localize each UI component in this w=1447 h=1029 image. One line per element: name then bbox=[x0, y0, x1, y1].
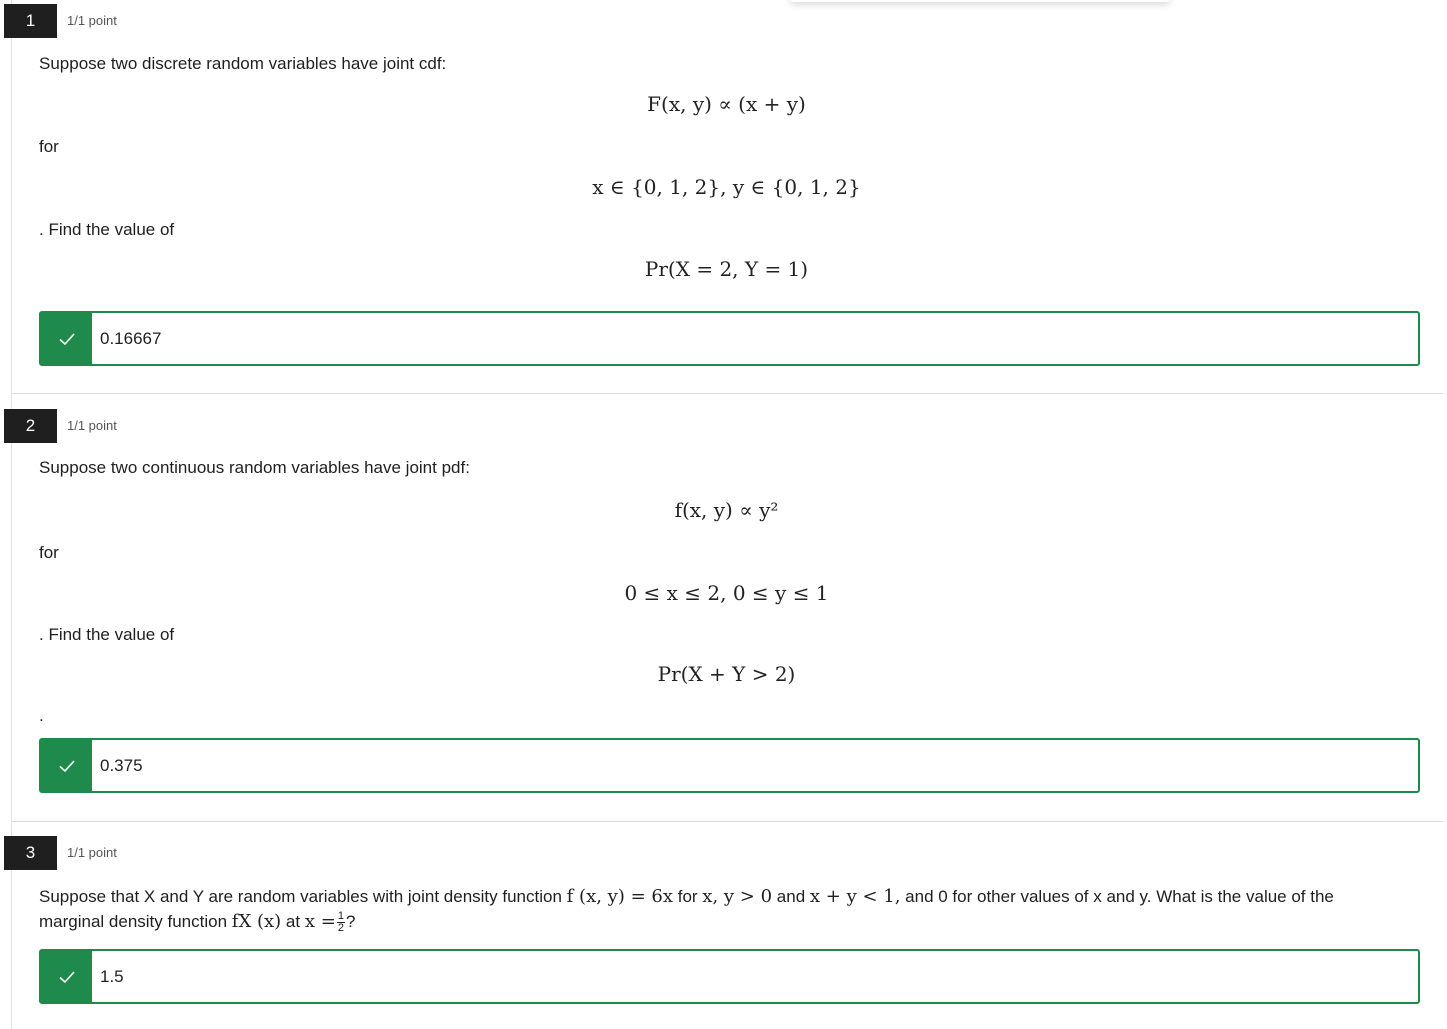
frac-denominator: 2 bbox=[337, 922, 344, 935]
question-2 bbox=[0, 394, 1447, 822]
answer-field[interactable] bbox=[39, 738, 1420, 793]
fraction-one-half bbox=[337, 911, 345, 934]
text-part: at bbox=[285, 912, 301, 931]
text-part: and 0 for other values of x and y. What is the value of the bbox=[905, 887, 1334, 906]
question-number: 2 bbox=[4, 409, 57, 443]
checkmark-icon bbox=[41, 740, 92, 791]
question-number: 1 bbox=[4, 4, 57, 38]
formula-probability: Pr(X = 2, Y = 1) bbox=[644, 257, 809, 281]
answer-field[interactable] bbox=[39, 949, 1420, 1004]
question-1 bbox=[0, 0, 1447, 394]
frac-numerator: 1 bbox=[337, 910, 344, 923]
question-intro: Suppose two continuous random variables have joint pdf: bbox=[39, 458, 470, 477]
math-condition: x, y > 0 bbox=[702, 886, 773, 907]
math-marginal: fX (x) bbox=[231, 911, 282, 932]
question-intro: Suppose two discrete random variables have joint cdf: bbox=[39, 54, 447, 73]
find-label: . Find the value of bbox=[39, 625, 175, 644]
text-part: for bbox=[677, 887, 698, 906]
answer-value: 0.16667 bbox=[100, 328, 162, 348]
answer-value: 0.375 bbox=[100, 755, 143, 775]
find-label: . Find the value of bbox=[39, 220, 175, 239]
question-points: 1/1 point bbox=[67, 13, 117, 28]
formula-joint-pdf: f(x, y) ∝ y² bbox=[674, 498, 779, 522]
formula-domain: x ∈ {0, 1, 2}, y ∈ {0, 1, 2} bbox=[592, 175, 861, 199]
text-part: and bbox=[776, 887, 806, 906]
math-x-equals: x = bbox=[304, 911, 336, 932]
checkmark-icon bbox=[41, 951, 92, 1002]
math-condition-sum: x + y < 1, bbox=[809, 886, 901, 907]
question-mark: ? bbox=[345, 912, 356, 931]
formula-domain: 0 ≤ x ≤ 2, 0 ≤ y ≤ 1 bbox=[624, 581, 829, 605]
text-part: Suppose that X and Y are random variables with joint density function bbox=[39, 887, 562, 906]
question-points: 1/1 point bbox=[67, 418, 117, 433]
for-label: for bbox=[39, 137, 59, 156]
question-points: 1/1 point bbox=[67, 845, 117, 860]
question-number: 3 bbox=[4, 836, 57, 870]
answer-value: 1.5 bbox=[100, 966, 124, 986]
question-text-line-2 bbox=[39, 911, 355, 934]
question-text-line-1 bbox=[39, 886, 1334, 907]
formula-probability: Pr(X + Y > 2) bbox=[657, 662, 796, 686]
trailing-period: . bbox=[39, 706, 44, 725]
for-label: for bbox=[39, 543, 59, 562]
answer-field[interactable] bbox=[39, 311, 1420, 366]
math-density: f (x, y) = 6x bbox=[566, 886, 673, 907]
question-3 bbox=[0, 822, 1447, 1029]
formula-joint-cdf: F(x, y) ∝ (x + y) bbox=[647, 92, 806, 116]
text-part: marginal density function bbox=[39, 912, 228, 931]
checkmark-icon bbox=[41, 313, 92, 364]
